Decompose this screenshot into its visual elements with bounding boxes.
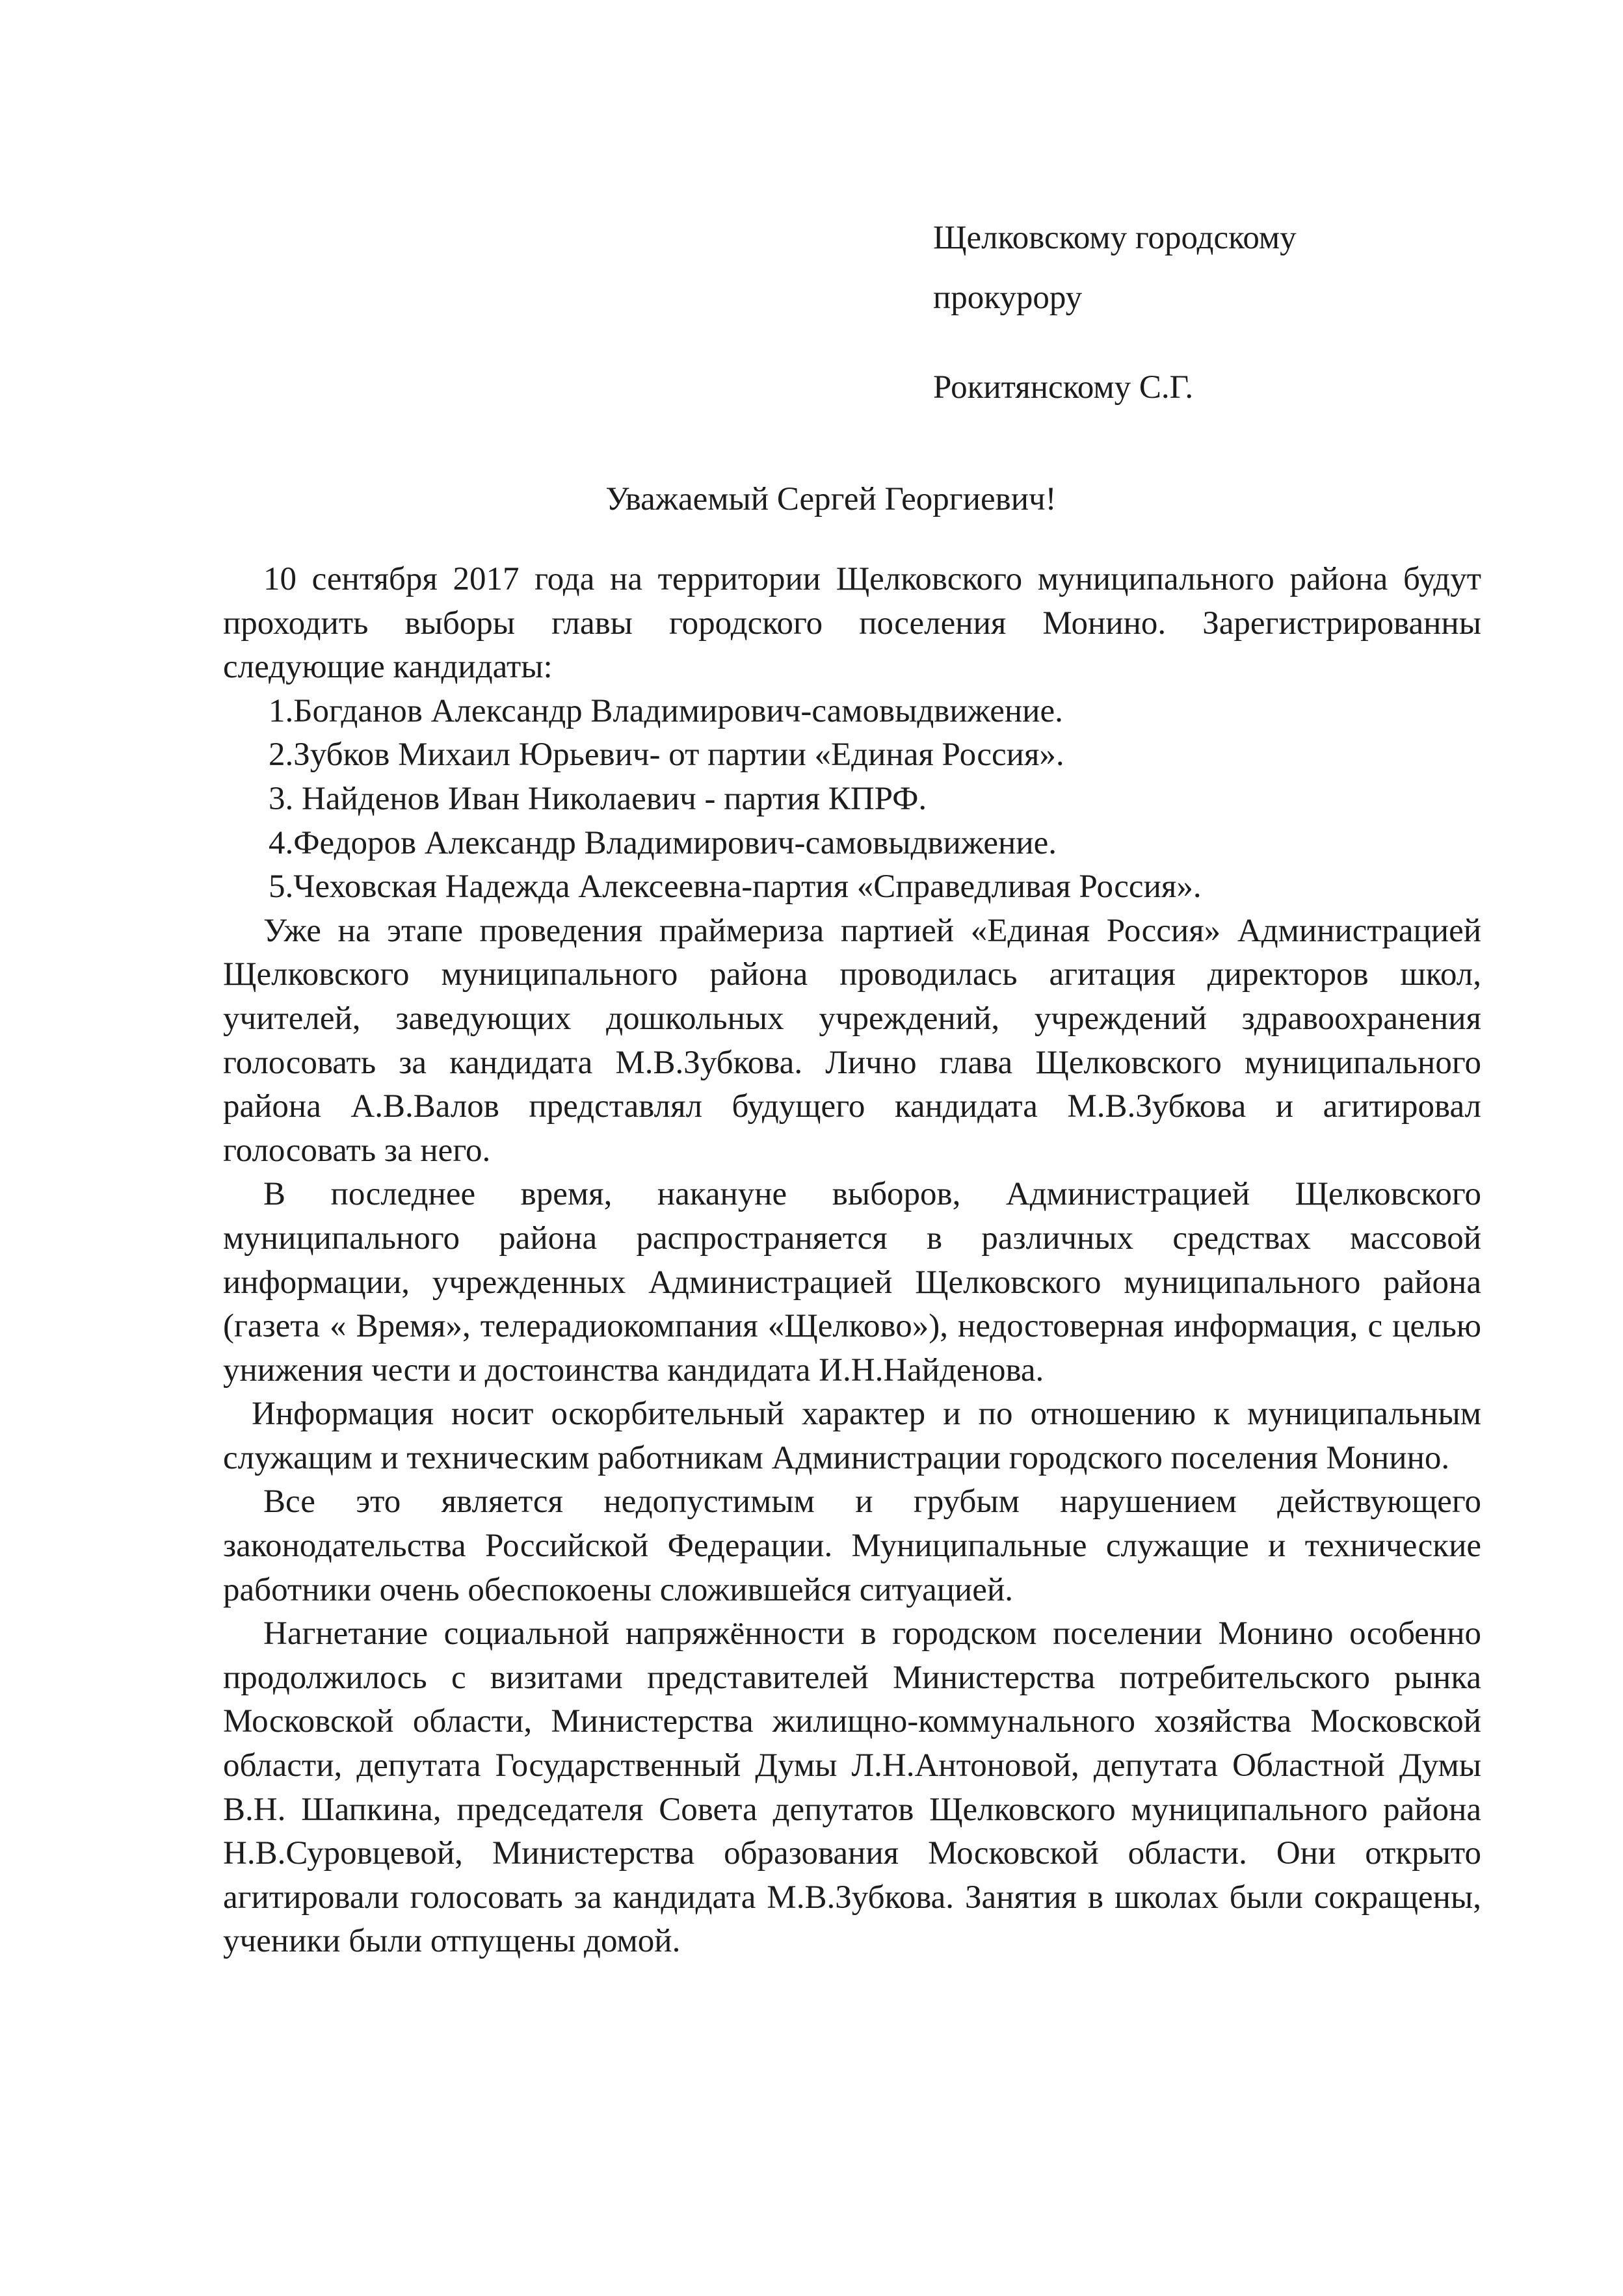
addressee-block: [933, 208, 1518, 417]
salutation: Уважаемый Сергей Георгиевич!: [605, 481, 1057, 517]
paragraph-offensive: Информация носит оскорбительный характер и по отношению к муниципальным служащим и техническим работникам Администрации городского поселения Монино.: [223, 1396, 1481, 1476]
candidate-item-1: 1.Богданов Александр Владимирович-самовыдвижение.: [269, 692, 1063, 729]
paragraph-primaries: Уже на этапе проведения праймериза партией «Единая Россия» Администрацией Щелковского муниципального района проводилась агитация директоров школ, учителей, заведующих дошкольных учреждений, учреждений здравоохранения голосовать за кандидата М.В.Зубкова. Лично глава Щелковского муниципального района А.В.Валов представлял будущего кандидата М.В.Зубкова и агитировал голосовать за него.: [223, 912, 1481, 1169]
paragraph-media: В последнее время, накануне выборов, Администрацией Щелковского муниципального района распространяется в различных средствах массовой информации, учрежденных Администрацией Щелковского муниципального района (газета « Время», телерадиокомпания «Щелково»), недостоверная информация, с целью унижения чести и достоинства кандидата И.Н.Найденова.: [223, 1176, 1481, 1389]
paragraph-tension: Нагнетание социальной напряжённости в городском поселении Монино особенно продолжилось с визитами представителей Министерства потребительского рынка Московской области, Министерства жилищно-коммунального хозяйства Московской области, депутата Государственный Думы Л.Н.Антоновой, депутата Областной Думы В.Н. Шапкина, председателя Совета депутатов Щелковского муниципального района Н.В.Суровцевой, Министерства образования Московской области. Они открыто агитировали голосовать за кандидата М.В.Зубкова. Занятия в школах были сокращены, ученики были отпущены домой.: [223, 1615, 1481, 1960]
letter-body: [223, 558, 1481, 1964]
addressee-line-3: Рокитянскому С.Г.: [933, 369, 1194, 406]
addressee-spacer: [933, 328, 1518, 358]
addressee-line-2: прокурору: [933, 280, 1083, 316]
paragraph-violation: Все это является недопустимым и грубым нарушением действующего законодательства Российской Федерации. Муниципальные служащие и технические работники очень обеспокоены сложившейся ситуацией.: [223, 1483, 1481, 1608]
candidate-item-5: 5.Чеховская Надежда Алексеевна-партия «Справедливая Россия».: [269, 868, 1202, 906]
candidate-item-4: 4.Федоров Александр Владимирович-самовыдвижение.: [269, 824, 1057, 861]
addressee-line-1: Щелковскому городскому: [933, 220, 1297, 256]
candidate-item-2: 2.Зубков Михаил Юрьевич- от партии «Единая Россия».: [269, 737, 1064, 774]
paragraph-intro: 10 сентября 2017 года на территории Щелковского муниципального района будут проходить выборы главы городского поселения Монино. Зарегистрированны следующие кандидаты:: [223, 561, 1481, 686]
candidate-item-3: 3. Найденов Иван Николаевич - партия КПРФ.: [269, 780, 927, 817]
